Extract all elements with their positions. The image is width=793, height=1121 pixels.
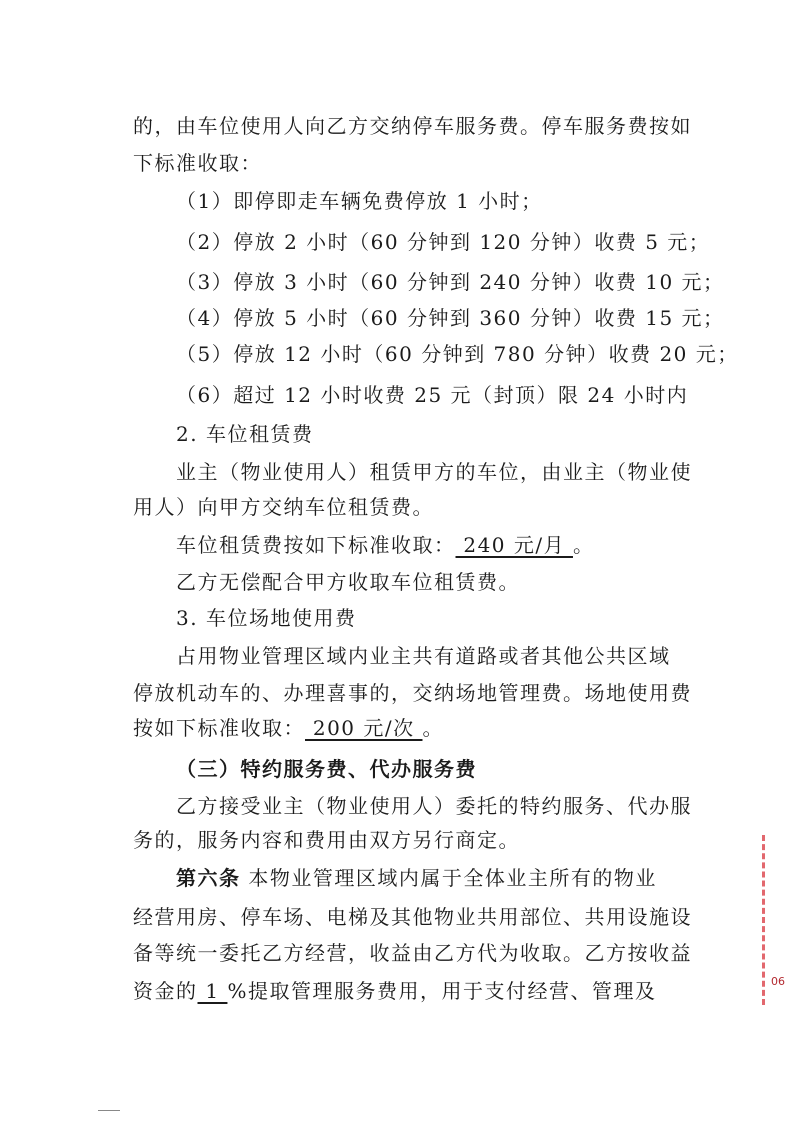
site-fee-value: 200 元/次: [305, 716, 423, 740]
site-fee-line: [133, 714, 444, 742]
text-line-23: 备等统一委托乙方经营，收益由乙方代为收取。乙方按收益: [133, 941, 692, 965]
text-line-10: 业主（物业使用人）租赁甲方的车位，由业主（物业使: [176, 460, 692, 484]
stamp-number: 06: [771, 975, 785, 988]
fee-rule-1: （1）即停即走车辆免费停放 1 小时；: [176, 189, 543, 213]
section-heading-site: 3. 车位场地使用费: [176, 606, 357, 630]
text-line-20: 务的，服务内容和费用由双方另行商定。: [133, 828, 520, 852]
text-line-15: 占用物业管理区域内业主共有道路或者其他公共区域: [176, 644, 671, 668]
text-line-1: 的，由车位使用人向乙方交纳停车服务费。停车服务费按如: [133, 114, 692, 138]
site-fee-label: 按如下标准收取：: [133, 716, 305, 740]
percentage-line: [133, 977, 656, 1005]
article-six-text: 本物业管理区域内属于全体业主所有的物业: [240, 866, 657, 890]
site-fee-end: 。: [422, 716, 444, 740]
scan-mark: [98, 1110, 120, 1111]
rental-fee-label: 车位租赁费按如下标准收取：: [176, 533, 456, 557]
text-line-2: 下标准收取：: [133, 151, 262, 175]
fee-rule-4: （4）停放 5 小时（60 分钟到 360 分钟）收费 15 元；: [176, 306, 725, 330]
text-line-19: 乙方接受业主（物业使用人）委托的特约服务、代办服: [176, 794, 692, 818]
rental-fee-end: 。: [572, 533, 595, 557]
section-heading-special: （三）特约服务费、代办服务费: [176, 757, 477, 781]
article-six-line: [176, 864, 657, 892]
fee-rule-2: （2）停放 2 小时（60 分钟到 120 分钟）收费 5 元；: [176, 230, 711, 254]
percentage-label: 资金的: [133, 979, 198, 1003]
percentage-value: 1: [197, 979, 228, 1003]
text-line-16: 停放机动车的、办理喜事的，交纳场地管理费。场地使用费: [133, 681, 692, 705]
fee-rule-5: （5）停放 12 小时（60 分钟到 780 分钟）收费 20 元；: [176, 342, 739, 366]
section-heading-rental: 2. 车位租赁费: [176, 422, 314, 446]
rental-fee-line: [176, 531, 594, 559]
text-line-13: 乙方无偿配合甲方收取车位租赁费。: [176, 570, 520, 594]
fee-rule-3: （3）停放 3 小时（60 分钟到 240 分钟）收费 10 元；: [176, 270, 725, 294]
text-line-11: 用人）向甲方交纳车位租赁费。: [133, 495, 434, 519]
percentage-text: %提取管理服务费用，用于支付经营、管理及: [227, 979, 657, 1003]
text-line-22: 经营用房、停车场、电梯及其他物业共用部位、共用设施设: [133, 905, 692, 929]
fee-rule-6: （6）超过 12 小时收费 25 元（封顶）限 24 小时内: [176, 383, 689, 407]
rental-fee-value: 240 元/月: [455, 533, 573, 557]
article-six-heading: 第六条: [176, 866, 241, 890]
